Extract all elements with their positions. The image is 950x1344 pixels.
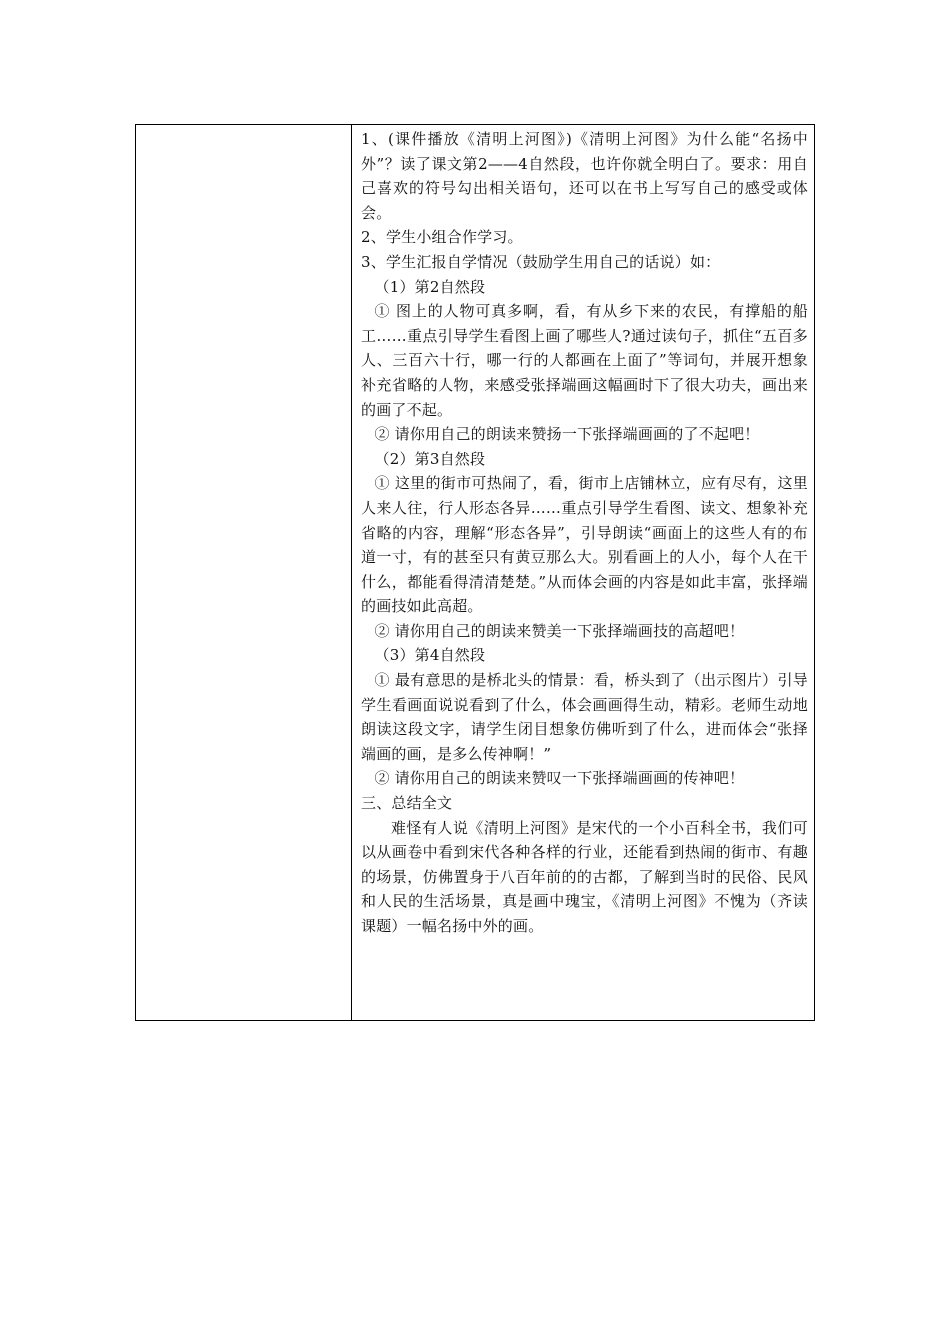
paragraph-section-3-item-1: ① 这里的街市可热闹了，看，街市上店铺林立，应有尽有，这里人来人往，行人形态各异……重点引导学生看图、读文、想象补充省略的内容，理解“形态各异”，引导朗读“画面上的这些人有的布道一寸，有的甚至只有黄豆那么大。别看画上的人小，每个人在干什么，都能看得清清楚楚。”从而体会画的内容是如此丰富，张择端的画技如此高超。 bbox=[361, 474, 808, 616]
paragraph-task-2: 2、学生小组合作学习。 bbox=[361, 228, 523, 247]
paragraph-section-3-heading: （2）第3自然段 bbox=[374, 449, 486, 468]
paragraph-section-2-heading: （1）第2自然段 bbox=[374, 277, 486, 296]
paragraph-section-2-item-2: ② 请你用自己的朗读来赞扬一下张择端画画的了不起吧！ bbox=[374, 425, 760, 444]
paragraph-summary-heading: 三、总结全文 bbox=[361, 794, 453, 813]
paragraph-section-4-item-2: ② 请你用自己的朗读来赞叹一下张择端画画的传神吧！ bbox=[374, 769, 745, 788]
paragraph-section-4-item-1: ① 最有意思的是桥北头的情景：看，桥头到了（出示图片）引导学生看画面说说看到了什么，体会画画得生动，精彩。老师生动地朗读这段文字，请学生闭目想象仿佛听到了什么，进而体会“张择端画的画，是多么传神啊！” bbox=[361, 671, 808, 763]
paragraph-section-3-item-2: ② 请你用自己的朗读来赞美一下张择端画技的高超吧！ bbox=[374, 621, 745, 640]
paragraph-section-2-item-1: ① 图上的人物可真多啊，看，有从乡下来的农民，有撑船的船工……重点引导学生看图上画了哪些人?通过读句子，抓住“五百多人、三百六十行，哪一行的人都画在上面了”等词句，并展开想象补充省略的人物，来感受张择端画这幅画时下了很大功夫，画出来的画了不起。 bbox=[361, 302, 808, 419]
table-right-cell bbox=[352, 125, 814, 1020]
table-left-cell bbox=[136, 125, 352, 1020]
paragraph-task-1: 1、(课件播放《清明上河图》)《清明上河图》为什么能“名扬中外”？读了课文第2——4自然段，也许你就全明白了。要求：用自己喜欢的符号勾出相关语句，还可以在书上写写自己的感受或体会。 bbox=[361, 130, 808, 222]
paragraph-section-4-heading: （3）第4自然段 bbox=[374, 646, 486, 665]
lesson-plan-table bbox=[135, 124, 815, 1021]
paragraph-task-3: 3、学生汇报自学情况（鼓励学生用自己的话说）如： bbox=[361, 252, 721, 271]
paragraph-summary-body: 难怪有人说《清明上河图》是宋代的一个小百科全书，我们可以从画卷中看到宋代各种各样的行业，还能看到热闹的街市、有趣的场景，仿佛置身于八百年前的的古都，了解到当时的民俗、民风和人民的生活场景，真是画中瑰宝，《清明上河图》不愧为（齐读课题）一幅名扬中外的画。 bbox=[361, 818, 808, 935]
